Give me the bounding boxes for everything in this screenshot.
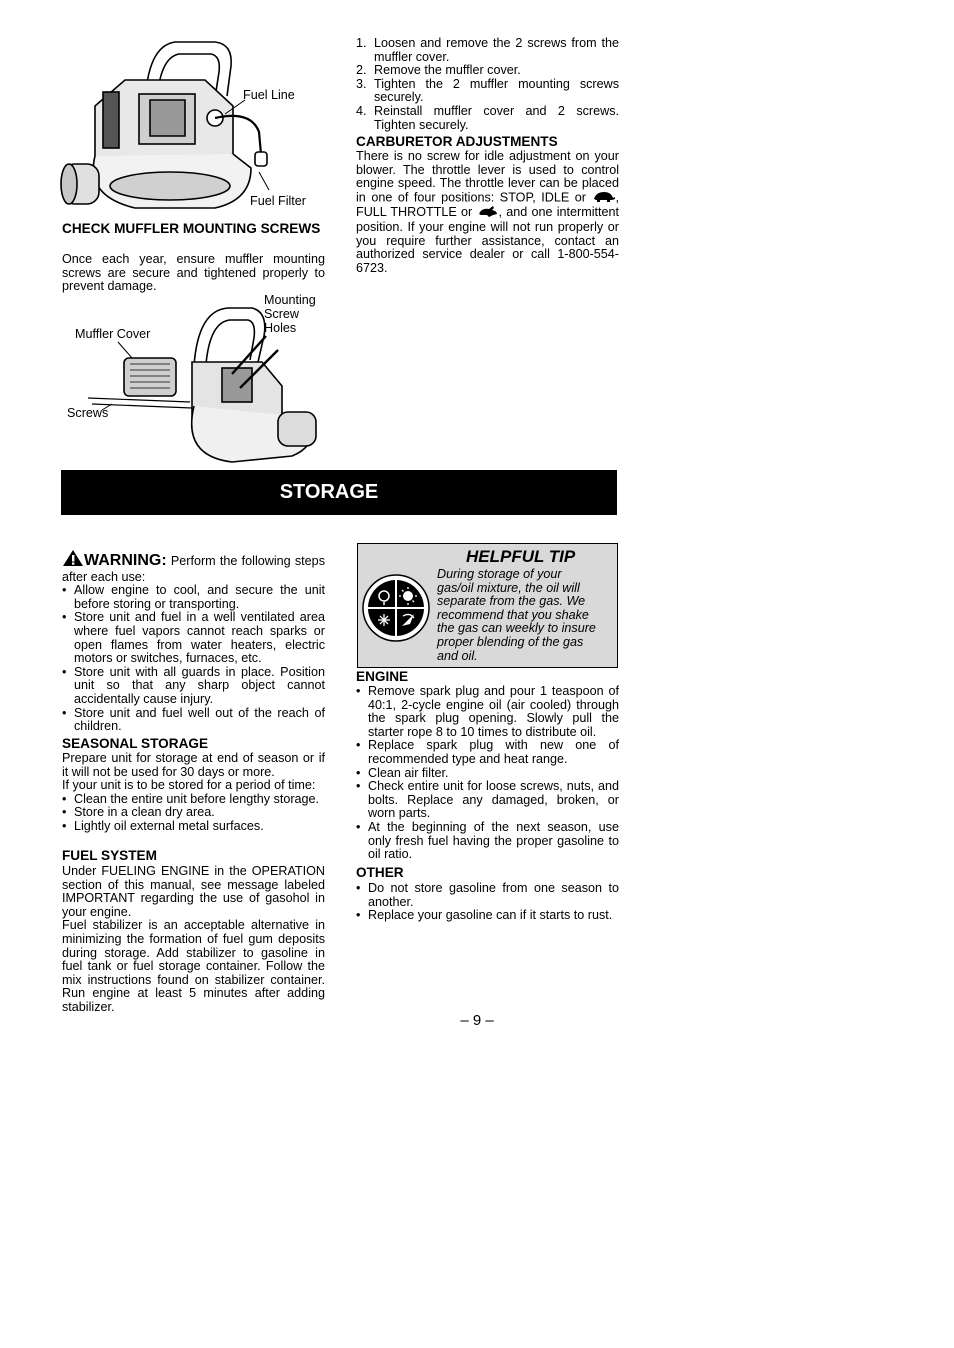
muffler-heading: CHECK MUFFLER MOUNTING SCREWS (62, 221, 321, 236)
list-item: • Allow engine to cool, and secure the unit before storing or transporting. (62, 584, 325, 611)
fuel-block (62, 865, 325, 1015)
page-number: – 9 – (460, 1012, 494, 1029)
list-item: • Clean the entire unit before lengthy storage. (62, 793, 325, 807)
other-heading: OTHER (356, 865, 404, 880)
seasons-icon (362, 574, 430, 646)
list-item: 4. Reinstall muffler cover and 2 screws. Tighten securely. (356, 103, 619, 132)
helpful-tip-box (357, 543, 618, 668)
muffler-steps-list (356, 37, 619, 132)
muffler-text: Once each year, ensure muffler mounting screws are secure and tightened properly to prevent damage. (62, 252, 325, 294)
list-item: • Store unit and fuel well out of the reach of children. (62, 707, 325, 734)
screw-label: Screw (264, 307, 299, 321)
list-item: • Lightly oil external metal surfaces. (62, 820, 325, 834)
seasonal-heading: SEASONAL STORAGE (62, 736, 209, 751)
fuel-heading: FUEL SYSTEM (62, 848, 157, 863)
list-item: 2. Remove the muffler cover. (356, 63, 521, 78)
seasonal-text2: If your unit is to be stored for a period of time: (62, 778, 316, 793)
list-item: • At the beginning of the next season, use only fresh fuel having the proper gasoline to oil ratio. (356, 821, 619, 862)
screws-label: Screws (67, 406, 109, 420)
fuel-text2: Fuel stabilizer is an acceptable alternative in minimizing the formation of fuel gum deposits during storage. Add stabilizer to gasoline in fuel tank or fuel storage container. Follow the mix instructions found on stabilizer container. Run engine at least 5 minutes after adding stabilizer. (62, 918, 325, 1014)
turtle-icon (592, 191, 616, 206)
seasonal-block (62, 752, 325, 834)
list-item: • Replace your gasoline can if it starts to rust. (356, 909, 619, 923)
fuel-system-illustration (55, 36, 325, 216)
fuel-filter-label: Fuel Filter (250, 194, 306, 208)
list-item: • Store unit and fuel in a well ventilated area where fuel vapors cannot reach sparks or open flames from water heaters, electric motors or switches, furnaces, etc. (62, 611, 325, 665)
seasonal-text1: Prepare unit for storage at end of season or if it will not be used for 30 days or more. (62, 751, 325, 779)
warning-intro: Perform the following steps after each use: (62, 554, 325, 584)
list-item: 1. Loosen and remove the 2 screws from the muffler cover. (356, 36, 619, 64)
muffler-cover-label: Muffler Cover (75, 327, 151, 341)
storage-banner: STORAGE (61, 470, 617, 515)
engine-list (356, 685, 619, 862)
seasonal-list (62, 793, 325, 834)
other-list (356, 882, 619, 923)
list-item: • Clean air filter. (356, 767, 619, 781)
warning-triangle-icon (62, 549, 84, 571)
fuel-text1: Under FUELING ENGINE in the OPERATION section of this manual, see message labeled IMPORTANT regarding the use of gasohol in your engine. (62, 864, 325, 919)
list-item: • Remove spark plug and pour 1 teaspoon of 40:1, 2-cycle engine oil (air cooled) through the spark plug opening. Slowly pull the starter rope 8 to 10 times to distribute oil. (356, 685, 619, 739)
rabbit-icon (477, 205, 499, 221)
list-item: • Check entire unit for loose screws, nuts, and bolts. Replace any damaged, broken, or worn parts. (356, 780, 619, 821)
list-item: • Store in a clean dry area. (62, 806, 325, 820)
list-item: • Replace spark plug with new one of recommended type and heat range. (356, 739, 619, 766)
list-item: • Do not store gasoline from one season to another. (356, 882, 619, 909)
engine-heading: ENGINE (356, 669, 409, 684)
helpful-tip-title: HELPFUL TIP (466, 547, 576, 566)
helpful-tip-text: During storage of your gas/oil mixture, the oil will separate from the gas. We recommend that you shake the gas can weekly to insure proper blending of the gas and oil. (437, 567, 596, 663)
warning-list (62, 584, 325, 734)
warning-label: WARNING: (84, 552, 167, 569)
carburetor-heading: CARBURETOR ADJUSTMENTS (356, 134, 558, 149)
fuel-line-label: Fuel Line (243, 88, 295, 102)
holes-label: Holes (264, 321, 297, 335)
list-item: 3. Tighten the 2 muffler mounting screws securely. (356, 76, 619, 105)
mounting-label: Mounting (264, 293, 316, 307)
carburetor-text: There is no screw for idle adjustment on your blower. The throttle lever is used to control engine speed. The throttle lever can be placed in one of four positions: STOP, IDLE or , FULL THROTTLE or , and one intermittent position. If your engine will not run properly or you require further assistance, contact an authorized service dealer or call 1-800-554-6723. (356, 149, 620, 275)
list-item: • Store unit with all guards in place. Position unit so that any sharp object cannot accidentally cause injury. (62, 666, 325, 707)
warning-block (62, 549, 325, 734)
